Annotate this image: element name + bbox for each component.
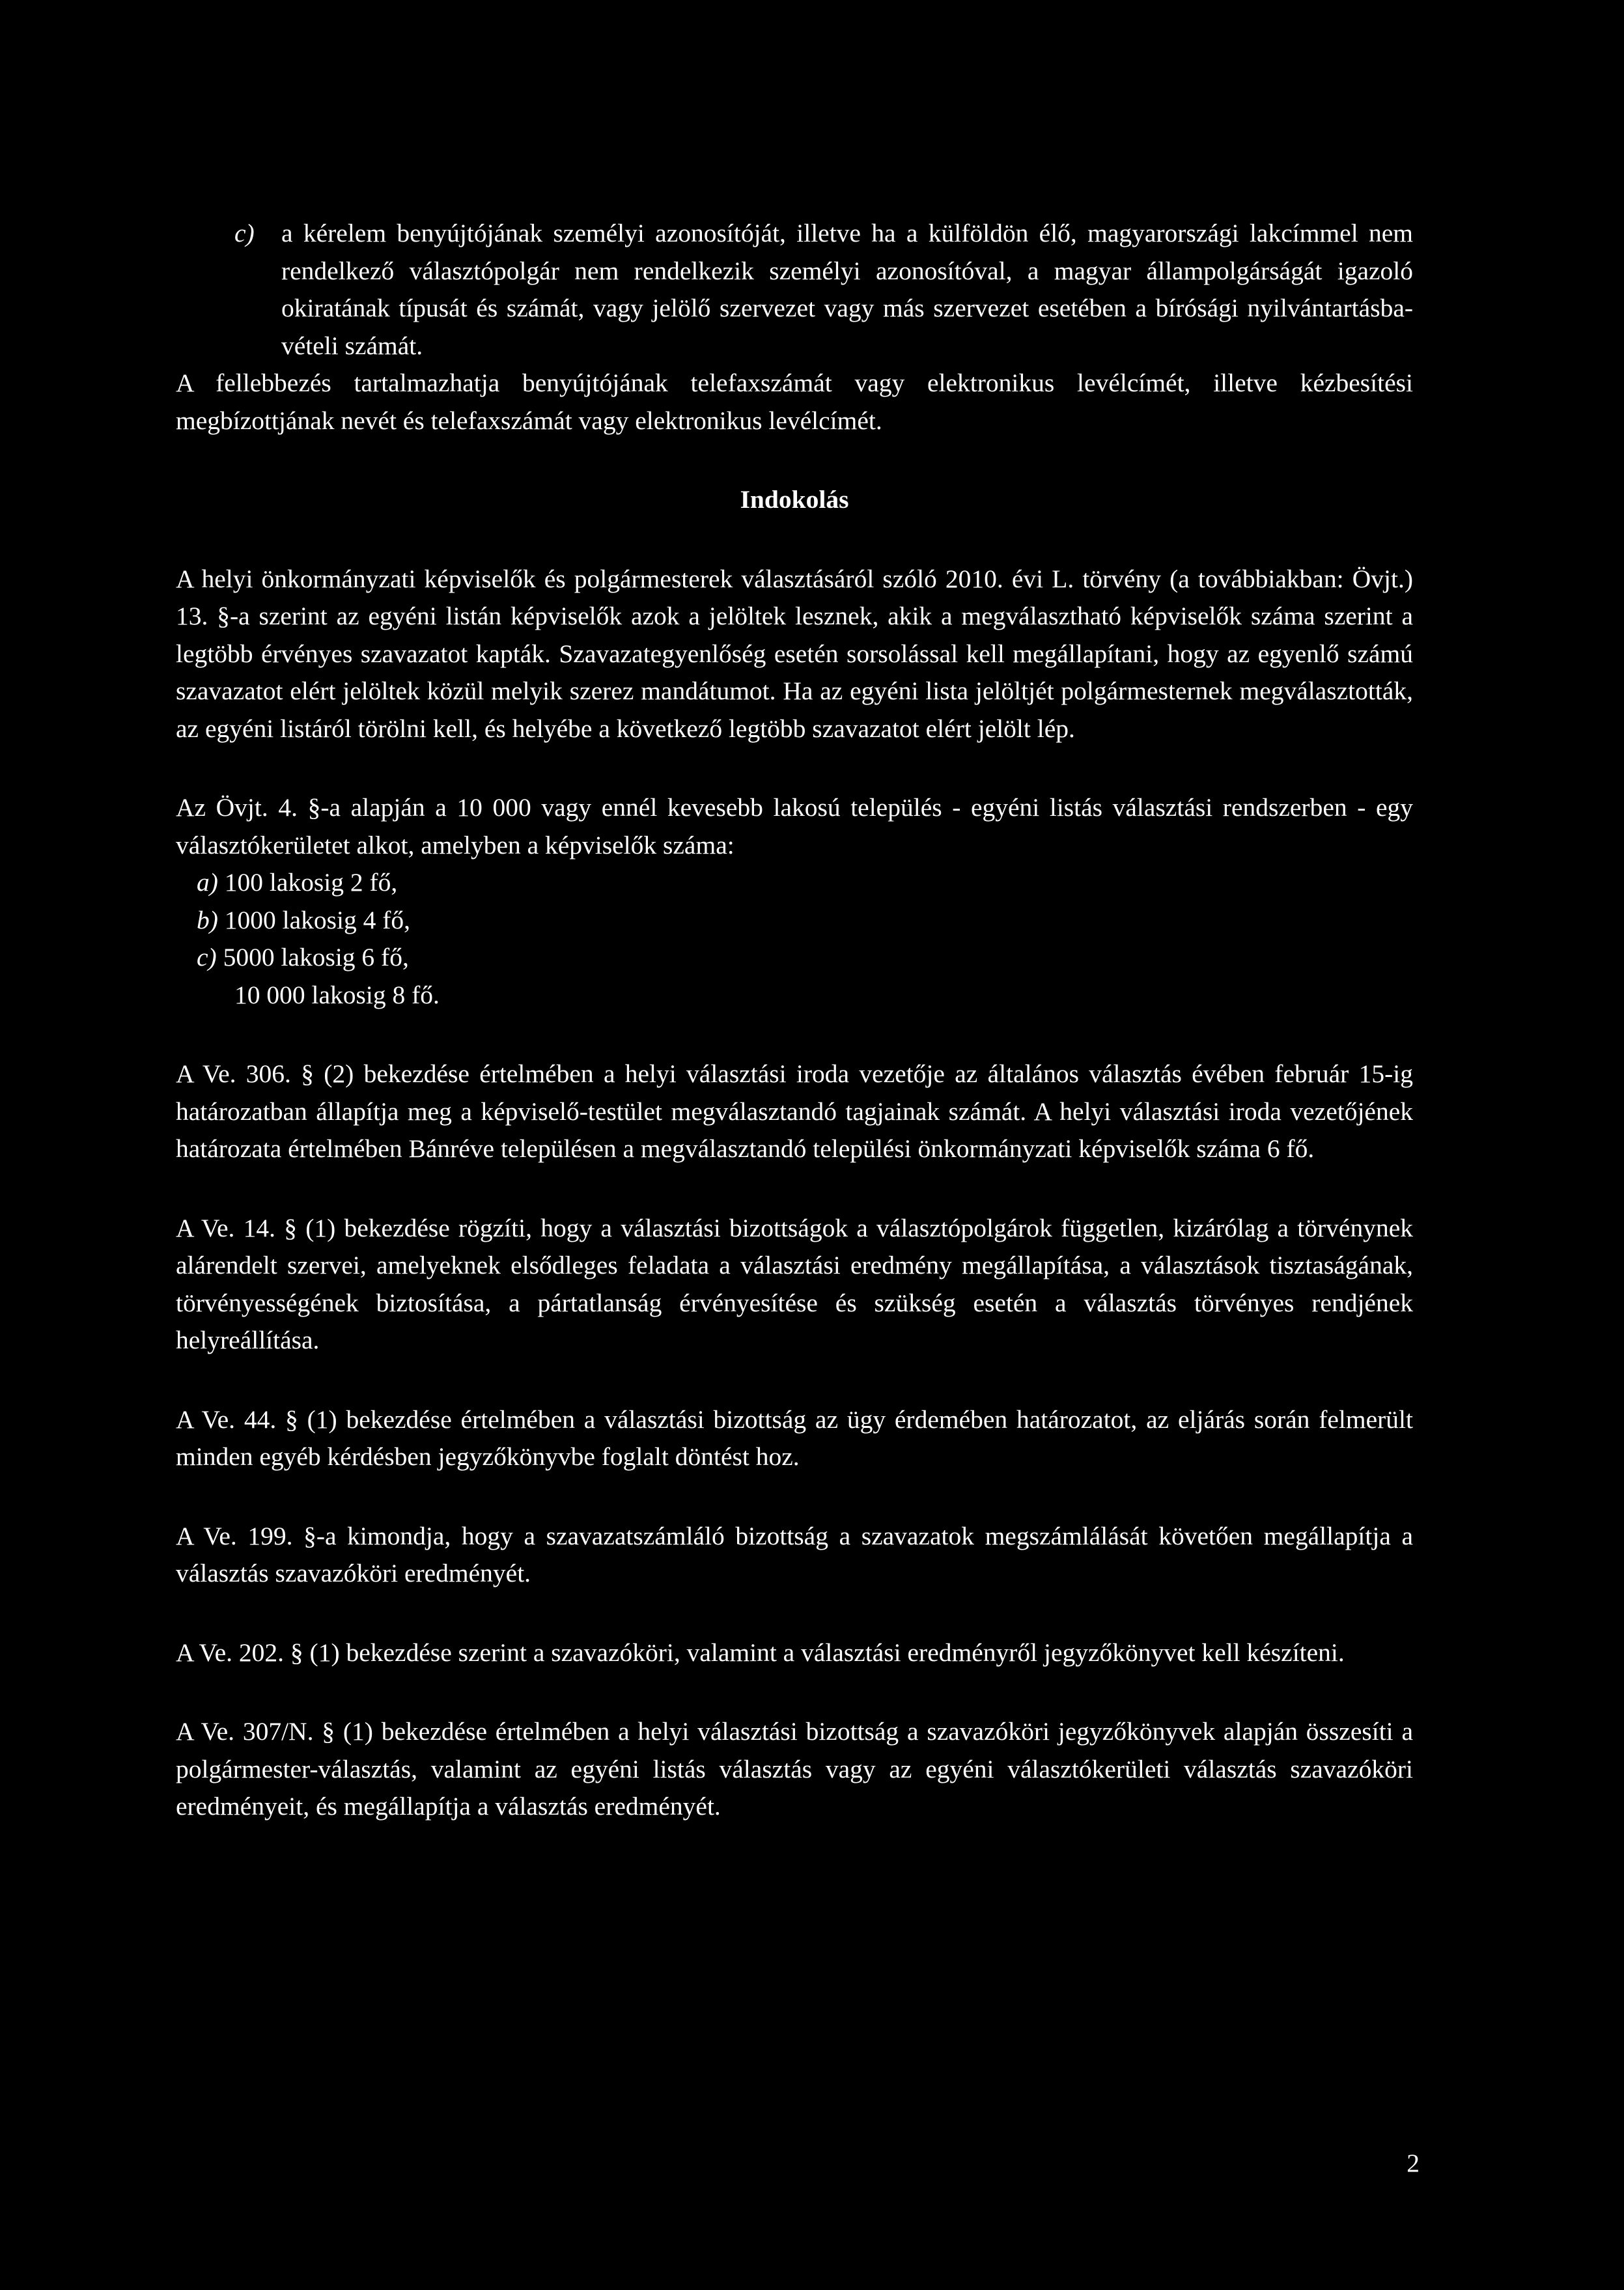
- paragraph-ovjt-13: A helyi önkormányzati képviselők és polgármesterek választásáról szóló 2010. évi L. törvény (a továbbiakban: Övjt.) 13. §-a szerint az egyéni listán képviselők azok a jelöltek lesznek, akik a megválasztható képviselők száma szerint a legtöbb érvényes szavazatot kapták. Szavazategyenlőség esetén sorsolással kell megállapítani, hogy az egyenlő számú szavazatot elért jelöltek közül melyik szerez mandátumot. Ha az egyéni lista jelöltjét polgármesternek megválasztották, az egyéni listáról törölni kell, és helyébe a következő legtöbb szavazatot elért jelölt lép.: [176, 564, 1413, 743]
- paragraph-ve-202: A Ve. 202. § (1) bekezdése szerint a szavazóköri, valamint a választási eredményről jegyzőkönyvet kell készíteni.: [176, 1638, 1345, 1667]
- list-marker: a): [197, 868, 218, 897]
- paragraph-ve-199: A Ve. 199. §-a kimondja, hogy a szavazatszámláló bizottság a szavazatok megszámlálását követően megállapítja a választás szavazóköri eredményét.: [176, 1521, 1413, 1587]
- paragraph-ve-307n: A Ve. 307/N. § (1) bekezdése értelmében a helyi választási bizottság a szavazóköri jegyzőkönyvek alapján összesíti a polgármester-választás, valamint az egyéni listás választás vagy az egyéni választókerületi választás szavazóköri eredményeit, és megállapítja a választás eredményét.: [176, 1717, 1413, 1821]
- document-body: [176, 215, 1413, 1826]
- list-item: [176, 939, 1413, 977]
- paragraph-ve-14: A Ve. 14. § (1) bekezdése rögzíti, hogy a választási bizottságok a választópolgárok független, kizárólag a törvénynek alárendelt szervei, amelyeknek elsődleges feladata a választási eredmény megállapítása, a választások tisztaságának, törvényességének biztosítása, a pártatlanság érvényesítése és szükség esetén a választás törvényes rendjének helyreállítása.: [176, 1213, 1413, 1354]
- paragraph-ovjt-4: Az Övjt. 4. §-a alapján a 10 000 vagy ennél kevesebb lakosú település - egyéni listás választási rendszerben - egy választókerületet alkot, amelyben a képviselők száma:: [176, 793, 1413, 859]
- list-marker: c): [234, 219, 255, 247]
- list-item: [176, 864, 1413, 902]
- list-item: [176, 977, 1413, 1014]
- list-item-text: a kérelem benyújtójának személyi azonosítóját, illetve ha a külföldön élő, magyarországi lakcímmel nem rendelkező választópolgár nem rendelkezik személyi azonosítóval, a magyar állampolgárságát igazoló okiratának típusát és számát, vagy jelölő szervezet vagy más szervezet esetében a bírósági nyilvántartásba-vételi számát.: [281, 219, 1413, 360]
- appeal-note: A fellebbezés tartalmazhatja benyújtójának telefaxszámát vagy elektronikus levélcímét, illetve kézbesítési megbízottjának nevét és telefaxszámát vagy elektronikus levélcímét.: [176, 369, 1413, 435]
- list-item-text: 1000 lakosig 4 fő,: [224, 905, 411, 934]
- list-marker: b): [197, 905, 218, 934]
- paragraph-ve-44: A Ve. 44. § (1) bekezdése értelmében a választási bizottság az ügy érdemében határozatot, az eljárás során felmerült minden egyéb kérdésben jegyzőkönyvbe foglalt döntést hoz.: [176, 1404, 1413, 1471]
- seats-list: [176, 864, 1413, 1014]
- list-item-text: 100 lakosig 2 fő,: [224, 868, 398, 897]
- list-marker: c): [197, 943, 217, 971]
- list-item-c: [176, 215, 1413, 365]
- list-item: [176, 902, 1413, 940]
- list-item-text: 5000 lakosig 6 fő,: [223, 943, 409, 971]
- page-number: 2: [1407, 2149, 1420, 2177]
- section-heading: Indokolás: [740, 485, 849, 514]
- paragraph-ve-306: A Ve. 306. § (2) bekezdése értelmében a helyi választási iroda vezetője az általános választás évében február 15-ig határozatban állapítja meg a képviselő-testület megválasztandó tagjainak számát. A helyi választási iroda vezetőjének határozata értelmében Bánréve településen a megválasztandó települési önkormányzati képviselők száma 6 fő.: [176, 1059, 1413, 1163]
- list-item-text: 10 000 lakosig 8 fő.: [234, 980, 440, 1009]
